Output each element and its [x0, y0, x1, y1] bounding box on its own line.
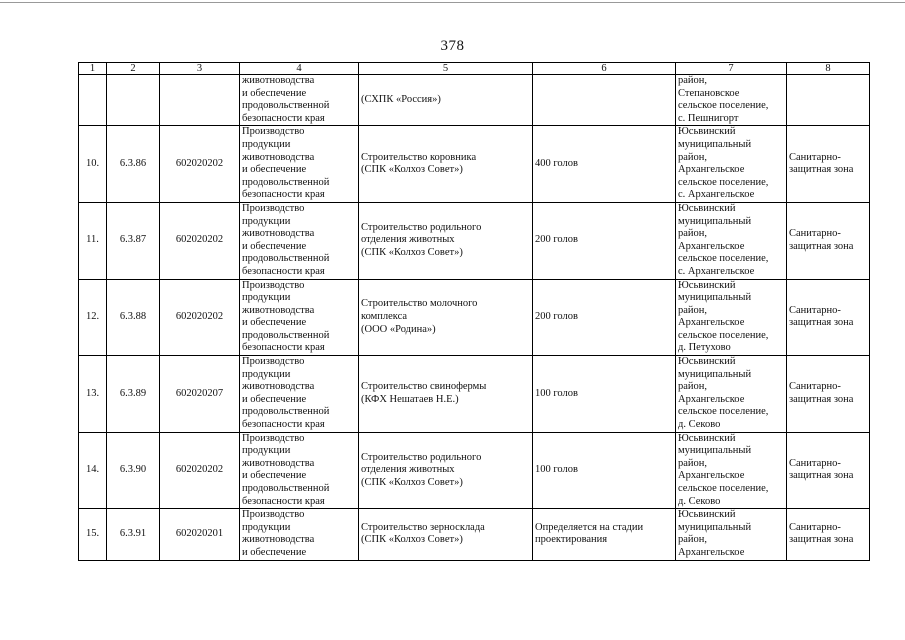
- header-row: [79, 63, 870, 75]
- table-row: [79, 126, 870, 203]
- cell-activity: животноводства и обеспечение продовольственной безопасности края: [240, 75, 359, 126]
- cell-no: 13.: [79, 356, 107, 433]
- cell-kbk: 602020202: [160, 126, 240, 203]
- cell-code: 6.3.89: [107, 356, 160, 433]
- cell-no: 12.: [79, 279, 107, 356]
- cell-capacity: 200 голов: [533, 279, 676, 356]
- cell-object: Строительство свинофермы (КФХ Нешатаев Н.Е.): [359, 356, 533, 433]
- cell-capacity: [533, 75, 676, 126]
- cell-kbk: 602020202: [160, 279, 240, 356]
- cell-location: район, Степановское сельское поселение, с. Пешнигорт: [676, 75, 787, 126]
- cell-no: 11.: [79, 202, 107, 279]
- cell-zone: Санитарно- защитная зона: [787, 279, 870, 356]
- header-cell: 6: [533, 63, 676, 75]
- cell-location: Юсьвинский муниципальный район, Архангельское сельское поселение, с. Архангельское: [676, 126, 787, 203]
- cell-code: 6.3.86: [107, 126, 160, 203]
- cell-kbk: 602020202: [160, 202, 240, 279]
- cell-activity: Производство продукции животноводства и обеспечение продовольственной безопасности края: [240, 432, 359, 509]
- cell-zone: Санитарно- защитная зона: [787, 356, 870, 433]
- cell-location: Юсьвинский муниципальный район, Архангельское: [676, 509, 787, 560]
- cell-kbk: 602020201: [160, 509, 240, 560]
- cell-capacity: 100 голов: [533, 432, 676, 509]
- cell-capacity: 200 голов: [533, 202, 676, 279]
- table-row: [79, 356, 870, 433]
- cell-zone: Санитарно- защитная зона: [787, 432, 870, 509]
- header-cell: 1: [79, 63, 107, 75]
- header-cell: 8: [787, 63, 870, 75]
- cell-zone: Санитарно- защитная зона: [787, 509, 870, 560]
- cell-no: [79, 75, 107, 126]
- cell-activity: Производство продукции животноводства и обеспечение продовольственной безопасности края: [240, 202, 359, 279]
- header-cell: 4: [240, 63, 359, 75]
- cell-activity: Производство продукции животноводства и обеспечение: [240, 509, 359, 560]
- table-row: [79, 279, 870, 356]
- cell-capacity: 400 голов: [533, 126, 676, 203]
- cell-activity: Производство продукции животноводства и обеспечение продовольственной безопасности края: [240, 279, 359, 356]
- cell-code: 6.3.90: [107, 432, 160, 509]
- cell-kbk: [160, 75, 240, 126]
- cell-code: 6.3.91: [107, 509, 160, 560]
- cell-kbk: 602020202: [160, 432, 240, 509]
- cell-no: 10.: [79, 126, 107, 203]
- cell-object: Строительство родильного отделения животных (СПК «Колхоз Совет»): [359, 202, 533, 279]
- cell-activity: Производство продукции животноводства и обеспечение продовольственной безопасности края: [240, 126, 359, 203]
- page-number: 378: [440, 38, 465, 54]
- cell-no: 14.: [79, 432, 107, 509]
- table-row: [79, 509, 870, 560]
- cell-code: [107, 75, 160, 126]
- header-cell: 5: [359, 63, 533, 75]
- cell-code: 6.3.88: [107, 279, 160, 356]
- cell-capacity: Определяется на стадии проектирования: [533, 509, 676, 560]
- cell-zone: Санитарно- защитная зона: [787, 202, 870, 279]
- cell-no: 15.: [79, 509, 107, 560]
- table-row: [79, 202, 870, 279]
- header-cell: 2: [107, 63, 160, 75]
- cell-object: Строительство родильного отделения животных (СПК «Колхоз Совет»): [359, 432, 533, 509]
- cell-activity: Производство продукции животноводства и обеспечение продовольственной безопасности края: [240, 356, 359, 433]
- cell-kbk: 602020207: [160, 356, 240, 433]
- cell-capacity: 100 голов: [533, 356, 676, 433]
- page-top-edge: [0, 2, 905, 3]
- header-cell: 7: [676, 63, 787, 75]
- cell-location: Юсьвинский муниципальный район, Архангельское сельское поселение, с. Архангельское: [676, 202, 787, 279]
- cell-zone: [787, 75, 870, 126]
- cell-object: Строительство коровника (СПК «Колхоз Совет»): [359, 126, 533, 203]
- cell-object: (СХПК «Россия»): [359, 75, 533, 126]
- header-cell: 3: [160, 63, 240, 75]
- cell-location: Юсьвинский муниципальный район, Архангельское сельское поселение, д. Секово: [676, 356, 787, 433]
- cell-object: Строительство молочного комплекса (ООО «Родина»): [359, 279, 533, 356]
- cell-zone: Санитарно- защитная зона: [787, 126, 870, 203]
- cell-code: 6.3.87: [107, 202, 160, 279]
- cell-location: Юсьвинский муниципальный район, Архангельское сельское поселение, д. Секово: [676, 432, 787, 509]
- table-row-continuation: [79, 75, 870, 126]
- table-row: [79, 432, 870, 509]
- document-table: [78, 62, 870, 561]
- cell-object: Строительство зерносклада (СПК «Колхоз Совет»): [359, 509, 533, 560]
- cell-location: Юсьвинский муниципальный район, Архангельское сельское поселение, д. Петухово: [676, 279, 787, 356]
